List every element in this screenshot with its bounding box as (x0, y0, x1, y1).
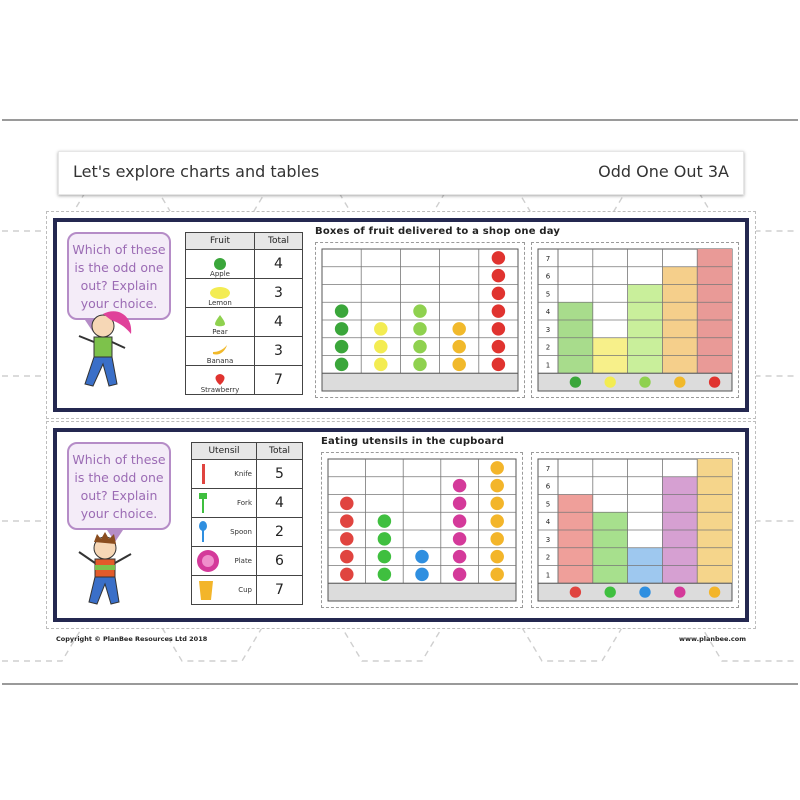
pictogram-symbol-plate (453, 497, 466, 510)
pictogram-symbol-knife (340, 550, 353, 563)
utensil-bar-chart (532, 453, 738, 607)
row-label: Plate (234, 557, 252, 565)
category-icon-cup (709, 586, 720, 597)
pictogram-symbol-apple (335, 358, 348, 371)
row-total: 7 (255, 366, 303, 395)
fruit-bar-chart (532, 243, 738, 397)
column-header: Fruit (186, 233, 255, 250)
pictogram-symbol-plate (453, 550, 466, 563)
category-icon-knife (570, 586, 581, 597)
row-total: 6 (257, 547, 303, 576)
category-row (328, 583, 516, 601)
bar-chart-card (531, 242, 739, 398)
row-label: Strawberry (200, 386, 240, 394)
pictogram-symbol-knife (340, 568, 353, 581)
y-tick-label: 4 (545, 518, 551, 527)
row-total: 3 (255, 279, 303, 308)
fork-icon (198, 492, 208, 514)
table-row (192, 547, 257, 576)
pictogram-symbol-cup (490, 479, 503, 492)
apple-icon (212, 256, 228, 270)
pictogram-symbol-strawberry (492, 304, 505, 317)
pictogram-symbol-banana (452, 322, 465, 335)
y-tick-label: 7 (545, 254, 551, 263)
girl-illustration-icon (73, 306, 143, 396)
chart-title: Boxes of fruit delivered to a shop one day (315, 226, 561, 237)
y-tick-label: 1 (545, 571, 551, 580)
y-tick-label: 4 (545, 308, 551, 317)
lemon-icon (209, 285, 231, 299)
pictogram-symbol-knife (340, 514, 353, 527)
worksheet-code: Odd One Out 3A (598, 162, 729, 181)
category-icon-apple (570, 376, 581, 387)
pictogram-symbol-banana (452, 340, 465, 353)
pictogram-symbol-pear (413, 322, 426, 335)
pictogram-symbol-lemon (374, 358, 387, 371)
y-tick-label: 3 (545, 325, 551, 334)
utensil-panel-frame (53, 428, 749, 622)
table-row (186, 308, 255, 337)
worksheet (2, 119, 798, 685)
row-total: 5 (257, 460, 303, 489)
row-total: 4 (257, 489, 303, 518)
y-tick-label: 6 (545, 482, 551, 491)
fruit-panel-frame (53, 218, 749, 412)
row-label: Lemon (208, 299, 232, 307)
row-label: Knife (234, 470, 252, 478)
pictogram-card (315, 242, 525, 398)
row-label: Cup (238, 586, 252, 594)
plate-icon (196, 549, 220, 573)
fruit-pictogram (316, 243, 524, 397)
bar-cup (697, 459, 732, 583)
row-label: Apple (210, 270, 230, 278)
utensil-table (191, 442, 303, 605)
category-row (322, 373, 518, 391)
pictogram-symbol-strawberry (492, 340, 505, 353)
category-icon-pear (639, 376, 650, 387)
pictogram-symbol-cup (490, 514, 503, 527)
pictogram-symbol-strawberry (492, 269, 505, 282)
row-label: Spoon (230, 528, 252, 536)
pictogram-symbol-cup (490, 497, 503, 510)
pictogram-symbol-strawberry (492, 322, 505, 335)
utensil-pictogram (322, 453, 522, 607)
pictogram-symbol-strawberry (492, 287, 505, 300)
table-row (192, 518, 257, 547)
page-header (58, 151, 744, 195)
pictogram-symbol-cup (490, 550, 503, 563)
y-tick-label: 6 (545, 272, 551, 281)
spoon-icon (198, 521, 208, 543)
pictogram-symbol-fork (378, 532, 391, 545)
pictogram-symbol-plate (453, 532, 466, 545)
page-title: Let's explore charts and tables (73, 162, 320, 181)
pictogram-symbol-knife (340, 532, 353, 545)
utensil-panel (46, 421, 756, 629)
pictogram-symbol-knife (340, 497, 353, 510)
pictogram-symbol-apple (335, 304, 348, 317)
pear-icon (212, 314, 228, 328)
pictogram-symbol-spoon (415, 568, 428, 581)
row-label: Banana (206, 357, 234, 365)
row-total: 2 (257, 518, 303, 547)
bar-strawberry (697, 249, 732, 373)
category-row (538, 583, 732, 601)
column-header: Total (255, 233, 303, 250)
boy-illustration-icon (71, 532, 141, 612)
table-row (186, 279, 255, 308)
y-tick-label: 2 (545, 343, 551, 352)
cup-icon (198, 579, 216, 601)
row-total: 3 (255, 337, 303, 366)
y-tick-label: 3 (545, 535, 551, 544)
pictogram-symbol-fork (378, 568, 391, 581)
pictogram-symbol-strawberry (492, 358, 505, 371)
category-icon-spoon (639, 586, 650, 597)
row-total: 4 (255, 250, 303, 279)
pictogram-symbol-strawberry (492, 251, 505, 264)
question-bubble: Which of these is the odd one out? Explain your choice. (67, 232, 171, 320)
pictogram-symbol-cup (490, 532, 503, 545)
bar-chart-card (531, 452, 739, 608)
pictogram-symbol-fork (378, 514, 391, 527)
banana-icon (211, 343, 229, 357)
column-header: Total (257, 443, 303, 460)
category-row (538, 373, 732, 391)
category-icon-banana (674, 376, 685, 387)
pictogram-symbol-cup (490, 461, 503, 474)
pictogram-symbol-plate (453, 568, 466, 581)
y-tick-label: 5 (545, 500, 551, 509)
table-row (192, 460, 257, 489)
row-label: Pear (212, 328, 228, 336)
pictogram-symbol-banana (452, 358, 465, 371)
row-total: 4 (255, 308, 303, 337)
pictogram-symbol-plate (453, 479, 466, 492)
category-icon-lemon (605, 376, 616, 387)
pictogram-symbol-lemon (374, 322, 387, 335)
pictogram-symbol-spoon (415, 550, 428, 563)
row-label: Fork (237, 499, 252, 507)
pictogram-symbol-pear (413, 358, 426, 371)
table-row (186, 366, 255, 395)
y-tick-label: 1 (545, 361, 551, 370)
pictogram-card (321, 452, 523, 608)
knife-icon (198, 463, 208, 485)
table-row (192, 489, 257, 518)
question-bubble: Which of these is the odd one out? Explain your choice. (67, 442, 171, 530)
table-row (186, 250, 255, 279)
category-icon-strawberry (709, 376, 720, 387)
pictogram-symbol-plate (453, 514, 466, 527)
strawberry-icon (212, 372, 228, 386)
bar-pear (628, 285, 663, 374)
chart-title: Eating utensils in the cupboard (321, 436, 505, 447)
copyright-text: Copyright © PlanBee Resources Ltd 2018 (56, 635, 208, 643)
pictogram-symbol-lemon (374, 340, 387, 353)
table-row (192, 576, 257, 605)
column-header: Utensil (192, 443, 257, 460)
website-text: www.planbee.com (679, 635, 746, 643)
category-icon-fork (605, 586, 616, 597)
row-total: 7 (257, 576, 303, 605)
pictogram-symbol-fork (378, 550, 391, 563)
fruit-panel (46, 211, 756, 419)
pictogram-symbol-pear (413, 304, 426, 317)
pictogram-symbol-apple (335, 322, 348, 335)
table-row (186, 337, 255, 366)
y-tick-label: 7 (545, 464, 551, 473)
y-tick-label: 5 (545, 290, 551, 299)
pictogram-symbol-cup (490, 568, 503, 581)
bar-knife (558, 495, 593, 584)
pictogram-symbol-pear (413, 340, 426, 353)
category-icon-plate (674, 586, 685, 597)
fruit-table (185, 232, 303, 395)
y-tick-label: 2 (545, 553, 551, 562)
pictogram-symbol-apple (335, 340, 348, 353)
